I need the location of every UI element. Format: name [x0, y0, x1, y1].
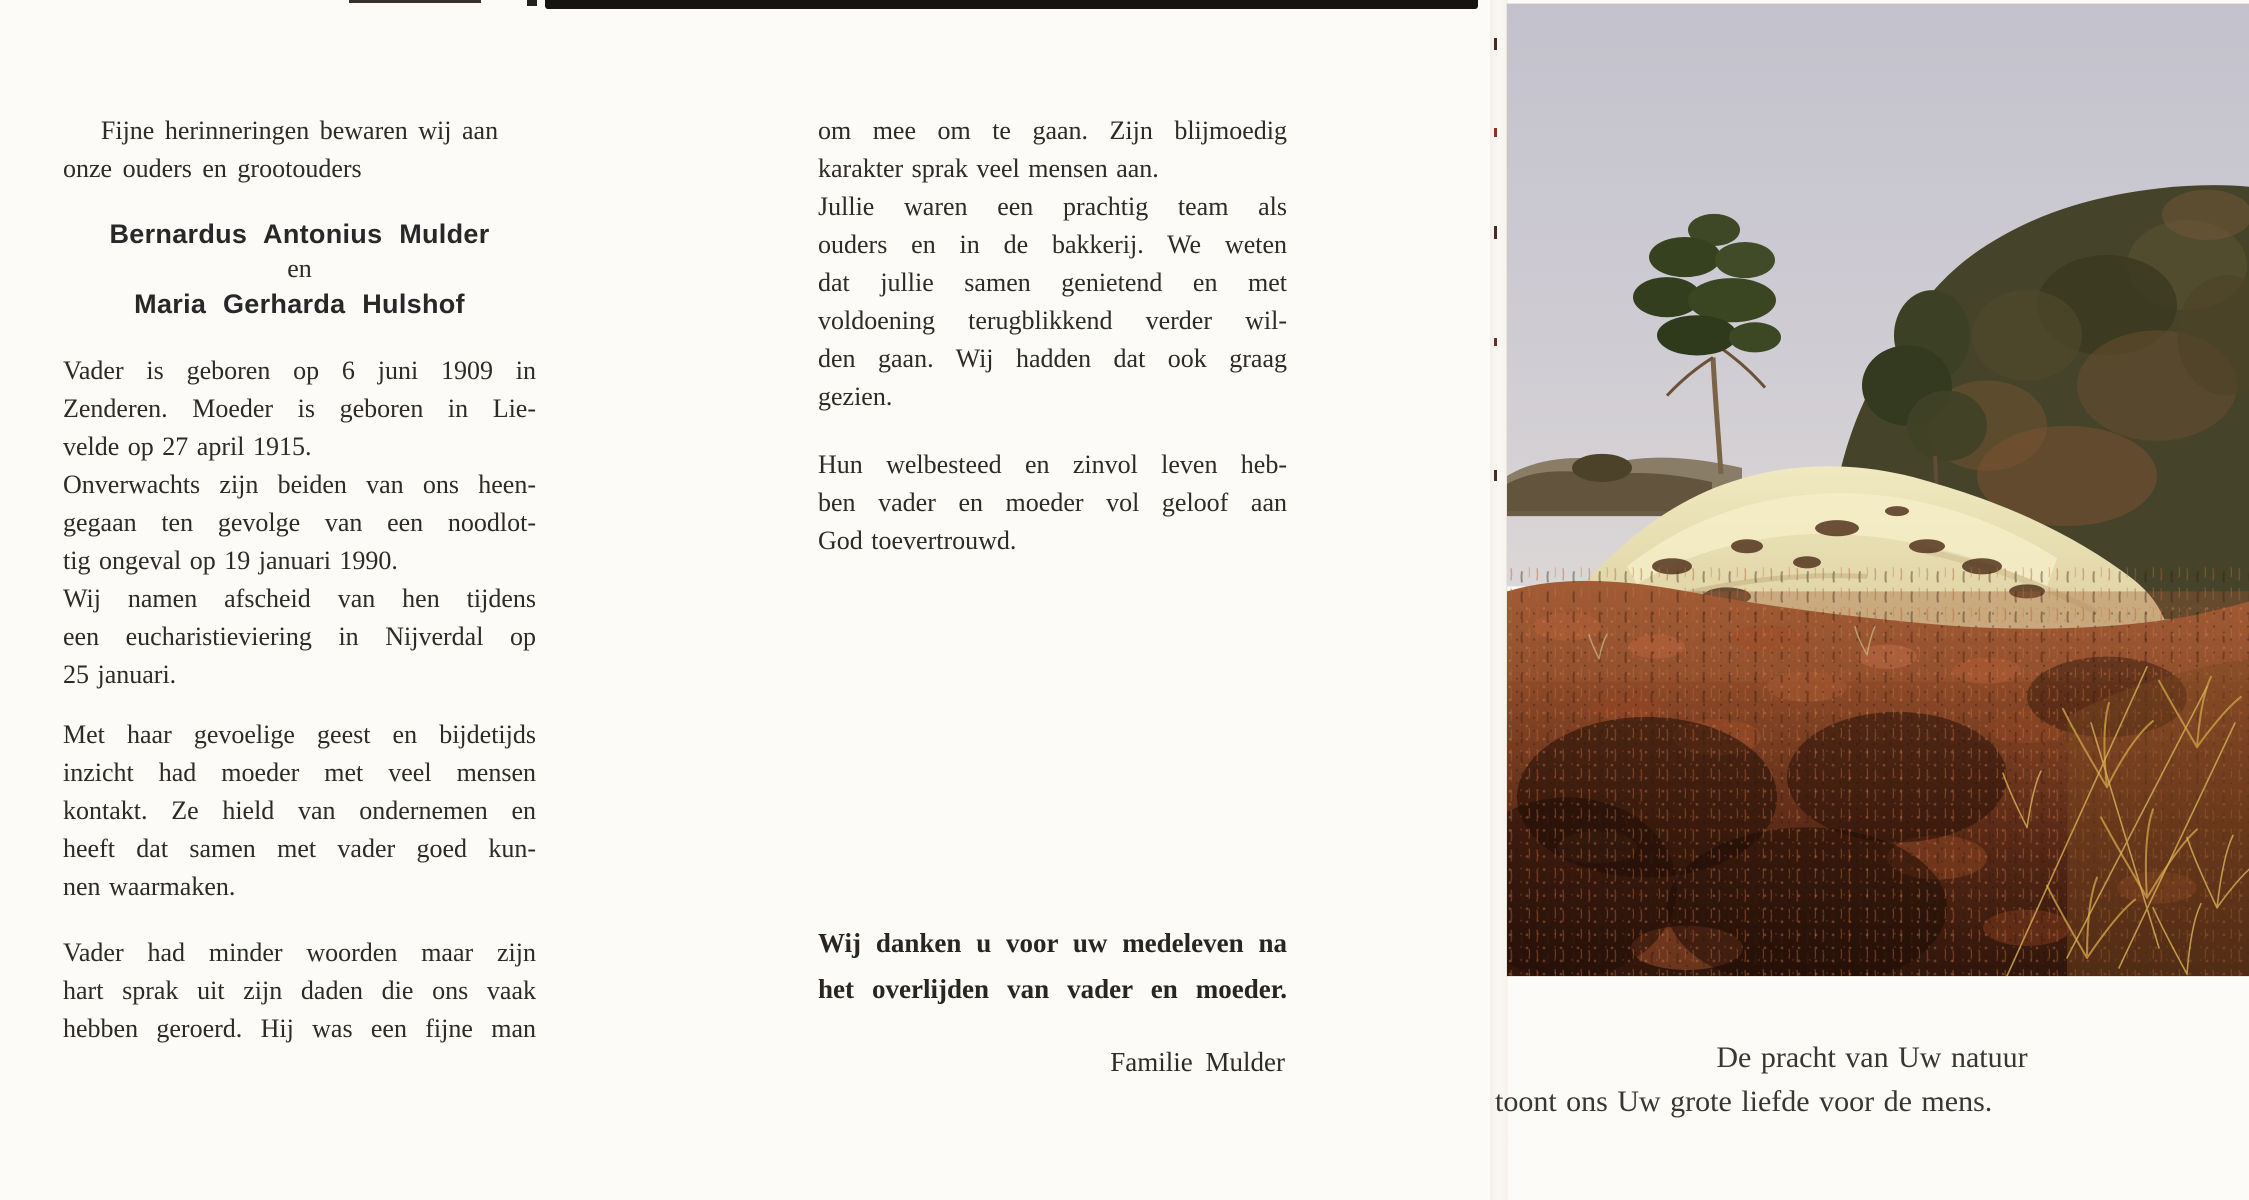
- text-line: tig ongeval op 19 januari 1990.: [63, 546, 398, 575]
- text-line: hebben geroerd. Hij was een fijne man: [63, 1014, 536, 1043]
- text-line: Hun welbesteed en zinvol leven heb-: [818, 450, 1287, 479]
- scan-speck: [1494, 470, 1497, 481]
- text-line: karakter sprak veel mensen aan.: [818, 154, 1159, 183]
- paragraph-accident: [63, 466, 536, 580]
- text-line: hart sprak uit zijn daden die ons vaak: [63, 976, 536, 1005]
- middle-page: [818, 112, 1287, 1152]
- father-name: Bernardus Antonius Mulder: [109, 219, 490, 249]
- text-line: nen waarmaken.: [63, 872, 236, 901]
- family-signature: Familie Mulder: [1110, 1047, 1285, 1077]
- text-line: Wij namen afscheid van hen tijdens: [63, 584, 536, 613]
- text-line: Onverwachts zijn beiden van ons heen-: [63, 470, 536, 499]
- thanks-text: [818, 920, 1287, 1012]
- scan-speck: [1494, 338, 1497, 346]
- text-line: om mee om te gaan. Zijn blijmoedig: [818, 116, 1287, 145]
- scan-artifact-tick: [527, 0, 537, 6]
- paragraph-birth: [63, 352, 536, 466]
- text-line: een eucharistieviering in Nijverdal op: [63, 622, 536, 651]
- heathland-photo: [1507, 4, 2249, 976]
- text-line: voldoening terugblikkend verder wil-: [818, 306, 1287, 335]
- text-line: Jullie waren een prachtig team als: [818, 192, 1287, 221]
- scan-artifact-bar: [545, 0, 1478, 9]
- text-line: De pracht van Uw natuur: [1716, 1041, 2028, 1074]
- text-line: Vader is geboren op 6 juni 1909 in: [63, 356, 536, 385]
- paragraph-team: [818, 188, 1287, 416]
- text-line: God toevertrouwd.: [818, 526, 1017, 555]
- text-line: Vader had minder woorden maar zijn: [63, 938, 536, 967]
- text-line: ouders en in de bakkerij. We weten: [818, 230, 1287, 259]
- text-line: den gaan. Wij hadden dat ook graag: [818, 344, 1287, 373]
- text-line: heeft dat samen met vader goed kun-: [63, 834, 536, 863]
- text-line: dat jullie samen genietend en met: [818, 268, 1287, 297]
- text-line: Fijne herinneringen bewaren wij aan: [100, 116, 499, 145]
- text-line: Zenderen. Moeder is geboren in Lie-: [63, 394, 536, 423]
- conjunction: en: [287, 254, 312, 283]
- text-line: onze ouders en grootouders: [63, 154, 362, 183]
- paragraph-farewell: [63, 580, 536, 694]
- text-line: kontakt. Ze hield van ondernemen en: [63, 796, 536, 825]
- intro-text: [63, 112, 536, 188]
- mother-name: Maria Gerharda Hulshof: [134, 289, 465, 319]
- text-line: Wij danken u voor uw medeleven na: [818, 928, 1287, 958]
- paragraph-faith: [818, 446, 1287, 560]
- scan-speck: [1494, 128, 1497, 137]
- text-line: 25 januari.: [63, 660, 177, 689]
- card-fold-edge: [1490, 0, 1508, 1200]
- photo-caption: [1495, 1036, 2249, 1124]
- scan-speck: [1494, 226, 1497, 239]
- text-line: Met haar gevoelige geest en bijdetijds: [63, 720, 536, 749]
- text-line: het overlijden van vader en moeder.: [818, 974, 1287, 1004]
- text-line: inzicht had moeder met veel mensen: [63, 758, 536, 787]
- scan-artifact-line: [349, 0, 481, 3]
- text-line: gezien.: [818, 382, 893, 411]
- text-line: velde op 27 april 1915.: [63, 432, 312, 461]
- text-line: ben vader en moeder vol geloof aan: [818, 488, 1287, 517]
- text-line: toont ons Uw grote liefde voor de mens.: [1495, 1085, 1993, 1118]
- paragraph-mother: [63, 716, 536, 906]
- scan-speck: [1494, 38, 1497, 50]
- paragraph-character: [818, 112, 1287, 188]
- text-line: gegaan ten gevolge van een noodlot-: [63, 508, 536, 537]
- paragraph-father: [63, 934, 536, 1048]
- left-page: [63, 112, 536, 1048]
